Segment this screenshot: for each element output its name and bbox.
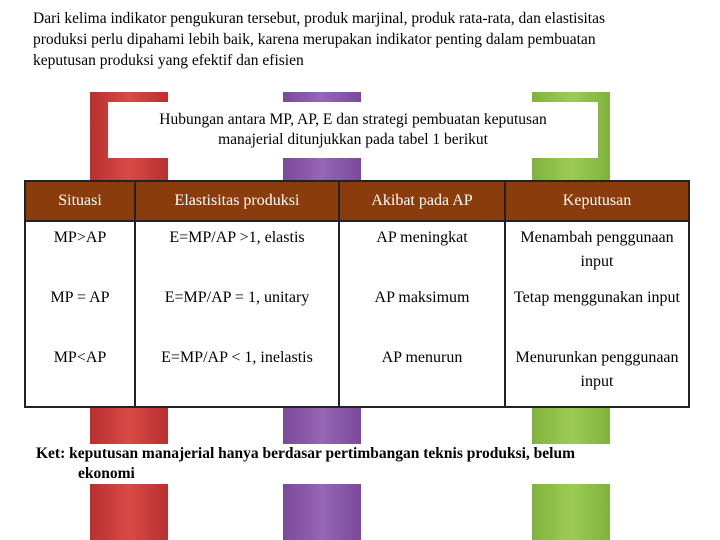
footnote-line: Ket: keputusan manajerial hanya berdasar pertimbangan teknis produksi, belum (36, 445, 575, 462)
decision-table (24, 180, 690, 408)
cell-akibat: AP meningkat (339, 221, 505, 282)
title-box (108, 102, 598, 158)
title-line: manajerial ditunjukkan pada tabel 1 berikut (218, 131, 488, 148)
cell-elastisitas: E=MP/AP >1, elastis (135, 221, 339, 282)
cell-akibat: AP maksimum (339, 282, 505, 342)
cell-elastisitas: E=MP/AP = 1, unitary (135, 282, 339, 342)
intro-line: Dari kelima indikator pengukuran tersebut, produk marjinal, produk rata-rata, dan elastisitas (33, 10, 606, 27)
cell-keputusan: Menurunkan penggunaan input (505, 342, 689, 407)
header-akibat: Akibat pada AP (339, 181, 505, 221)
header-elastisitas: Elastisitas produksi (135, 181, 339, 221)
cell-elastisitas: E=MP/AP < 1, inelastis (135, 342, 339, 407)
table-row (25, 221, 689, 282)
cell-situasi: MP<AP (25, 342, 135, 407)
table-row (25, 282, 689, 342)
header-keputusan: Keputusan (505, 181, 689, 221)
cell-akibat: AP menurun (339, 342, 505, 407)
header-situasi: Situasi (25, 181, 135, 221)
title-line: Hubungan antara MP, AP, E dan strategi pembuatan keputusan (159, 111, 547, 128)
footnote-line: ekonomi (78, 465, 135, 482)
cell-keputusan: Menambah penggunaan input (505, 221, 689, 282)
intro-line: keputusan produksi yang efektif dan efisien (33, 52, 304, 69)
table-header-row (25, 181, 689, 221)
cell-keputusan: Tetap menggunakan input (505, 282, 689, 342)
cell-situasi: MP>AP (25, 221, 135, 282)
intro-line: produksi perlu dipahami lebih baik, karena merupakan indikator penting dalam pembuatan (33, 31, 596, 48)
intro-paragraph (33, 8, 701, 71)
cell-situasi: MP = AP (25, 282, 135, 342)
table-row (25, 342, 689, 407)
footnote (36, 444, 686, 484)
